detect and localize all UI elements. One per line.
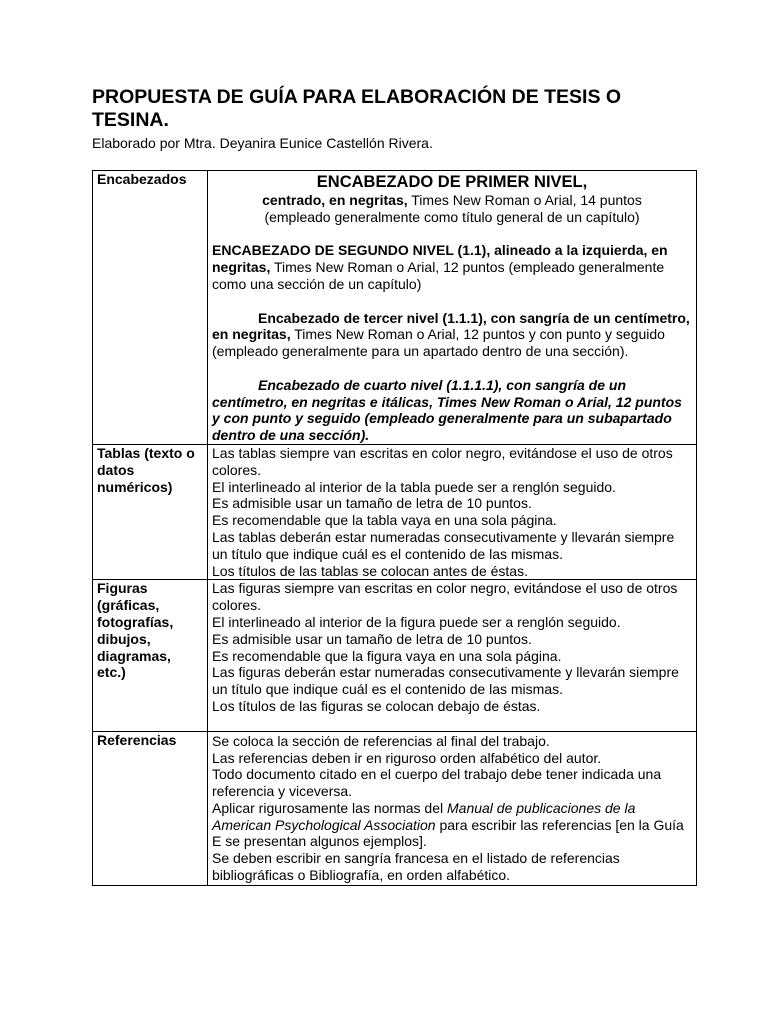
heading-level1-note: (empleado generalmente como título general de un capítulo) (264, 208, 640, 225)
list-item: El interlineado al interior de la figura puede ser a renglón seguido. (212, 613, 621, 630)
document-page (92, 86, 694, 886)
heading-level3-bold: Encabezado de tercer nivel (1.1.1), con sangría de un centímetro, en negritas, (212, 309, 690, 343)
table-row-tablas (93, 444, 697, 579)
list-item: Las tablas deberán estar numeradas consecutivamente y llevarán siempre un título que indique cuál es el contenido de las mismas. (212, 528, 675, 562)
document-author: Elaborado por Mtra. Deyanira Eunice Castellón Rivera. (92, 135, 433, 151)
list-item: Se coloca la sección de referencias al final del trabajo. (212, 732, 550, 749)
list-item: Las referencias deben ir en riguroso orden alfabético del autor. (212, 749, 602, 766)
row-content-referencias (208, 731, 697, 885)
heading-level1-bold: centrado, en negritas, (262, 192, 408, 208)
list-item: Se deben escribir en sangría francesa en el listado de referencias bibliográficas o Bibliografía, en orden alfabético. (212, 850, 620, 884)
heading-level2-desc (212, 242, 692, 292)
list-item: Es recomendable que la tabla vaya en una sola página. (212, 512, 557, 529)
row-content-encabezados (208, 171, 697, 445)
row-label-tablas: Tablas (texto o datos numéricos) (93, 444, 208, 579)
list-item: Los títulos de las tablas se colocan antes de éstas. (212, 562, 528, 579)
apa-post: para escribir las referencias [en la Guía E se presentan algunos ejemplos]. (212, 816, 684, 850)
heading-level3-desc (212, 310, 692, 360)
table-row-figuras (93, 580, 697, 731)
list-item: Es admisible usar un tamaño de letra de 10 puntos. (212, 630, 532, 647)
list-item: El interlineado al interior de la tabla puede ser a renglón seguido. (212, 478, 616, 495)
apa-pre: Aplicar rigurosamente las normas del (212, 799, 447, 816)
list-item: Las figuras deberán estar numeradas consecutivamente y llevarán siempre un título que indique cuál es el contenido de las mismas. (212, 664, 679, 698)
table-row-referencias (93, 731, 697, 885)
heading-level4-desc: Encabezado de cuarto nivel (1.1.1.1), con sangría de un centímetro, en negritas e itálicas, Times New Roman o Arial, 12 puntos y con punto y seguido (empleado generalmente para un subapartado dentro de una sección). (212, 376, 682, 444)
list-item: Las tablas siempre van escritas en color negro, evitándose el uso de otros colores. (212, 444, 673, 478)
list-item (212, 800, 692, 850)
guide-table (92, 170, 697, 886)
table-row-encabezados (93, 171, 697, 445)
row-content-tablas (208, 444, 697, 579)
row-label-referencias: Referencias (93, 731, 208, 885)
list-item: Es recomendable que la figura vaya en una sola página. (212, 647, 562, 664)
heading-level1-rest: Times New Roman o Arial, 14 puntos (407, 192, 642, 208)
list-item: Los títulos de las figuras se colocan debajo de éstas. (212, 697, 541, 714)
heading-level2-bold: ENCABEZADO DE SEGUNDO NIVEL (1.1), alineado a la izquierda, en negritas, (212, 242, 668, 276)
list-item: Todo documento citado en el cuerpo del trabajo debe tener indicada una referencia y viceversa. (212, 766, 662, 800)
apa-manual-title: Manual de publicaciones de la American Psychological Association (212, 799, 636, 833)
row-label-encabezados: Encabezados (93, 171, 208, 445)
heading-level2-rest: Times New Roman o Arial, 12 puntos (empleado generalmente como una sección de un capítulo) (212, 259, 665, 292)
heading-level1-desc (212, 192, 692, 209)
row-label-figuras: Figuras (gráficas, fotografías, dibujos, diagramas, etc.) (93, 580, 208, 731)
heading-level1-title: ENCABEZADO DE PRIMER NIVEL, (316, 173, 588, 191)
heading-level3-rest: Times New Roman o Arial, 12 puntos y con punto y seguido (empleado generalmente para un apartado dentro de una sección). (212, 326, 665, 360)
row-content-figuras (208, 580, 697, 731)
list-item: Las figuras siempre van escritas en color negro, evitándose el uso de otros colores. (212, 580, 678, 614)
document-title: PROPUESTA DE GUÍA PARA ELABORACIÓN DE TESIS O TESINA. (92, 86, 622, 131)
list-item: Es admisible usar un tamaño de letra de 10 puntos. (212, 495, 532, 512)
